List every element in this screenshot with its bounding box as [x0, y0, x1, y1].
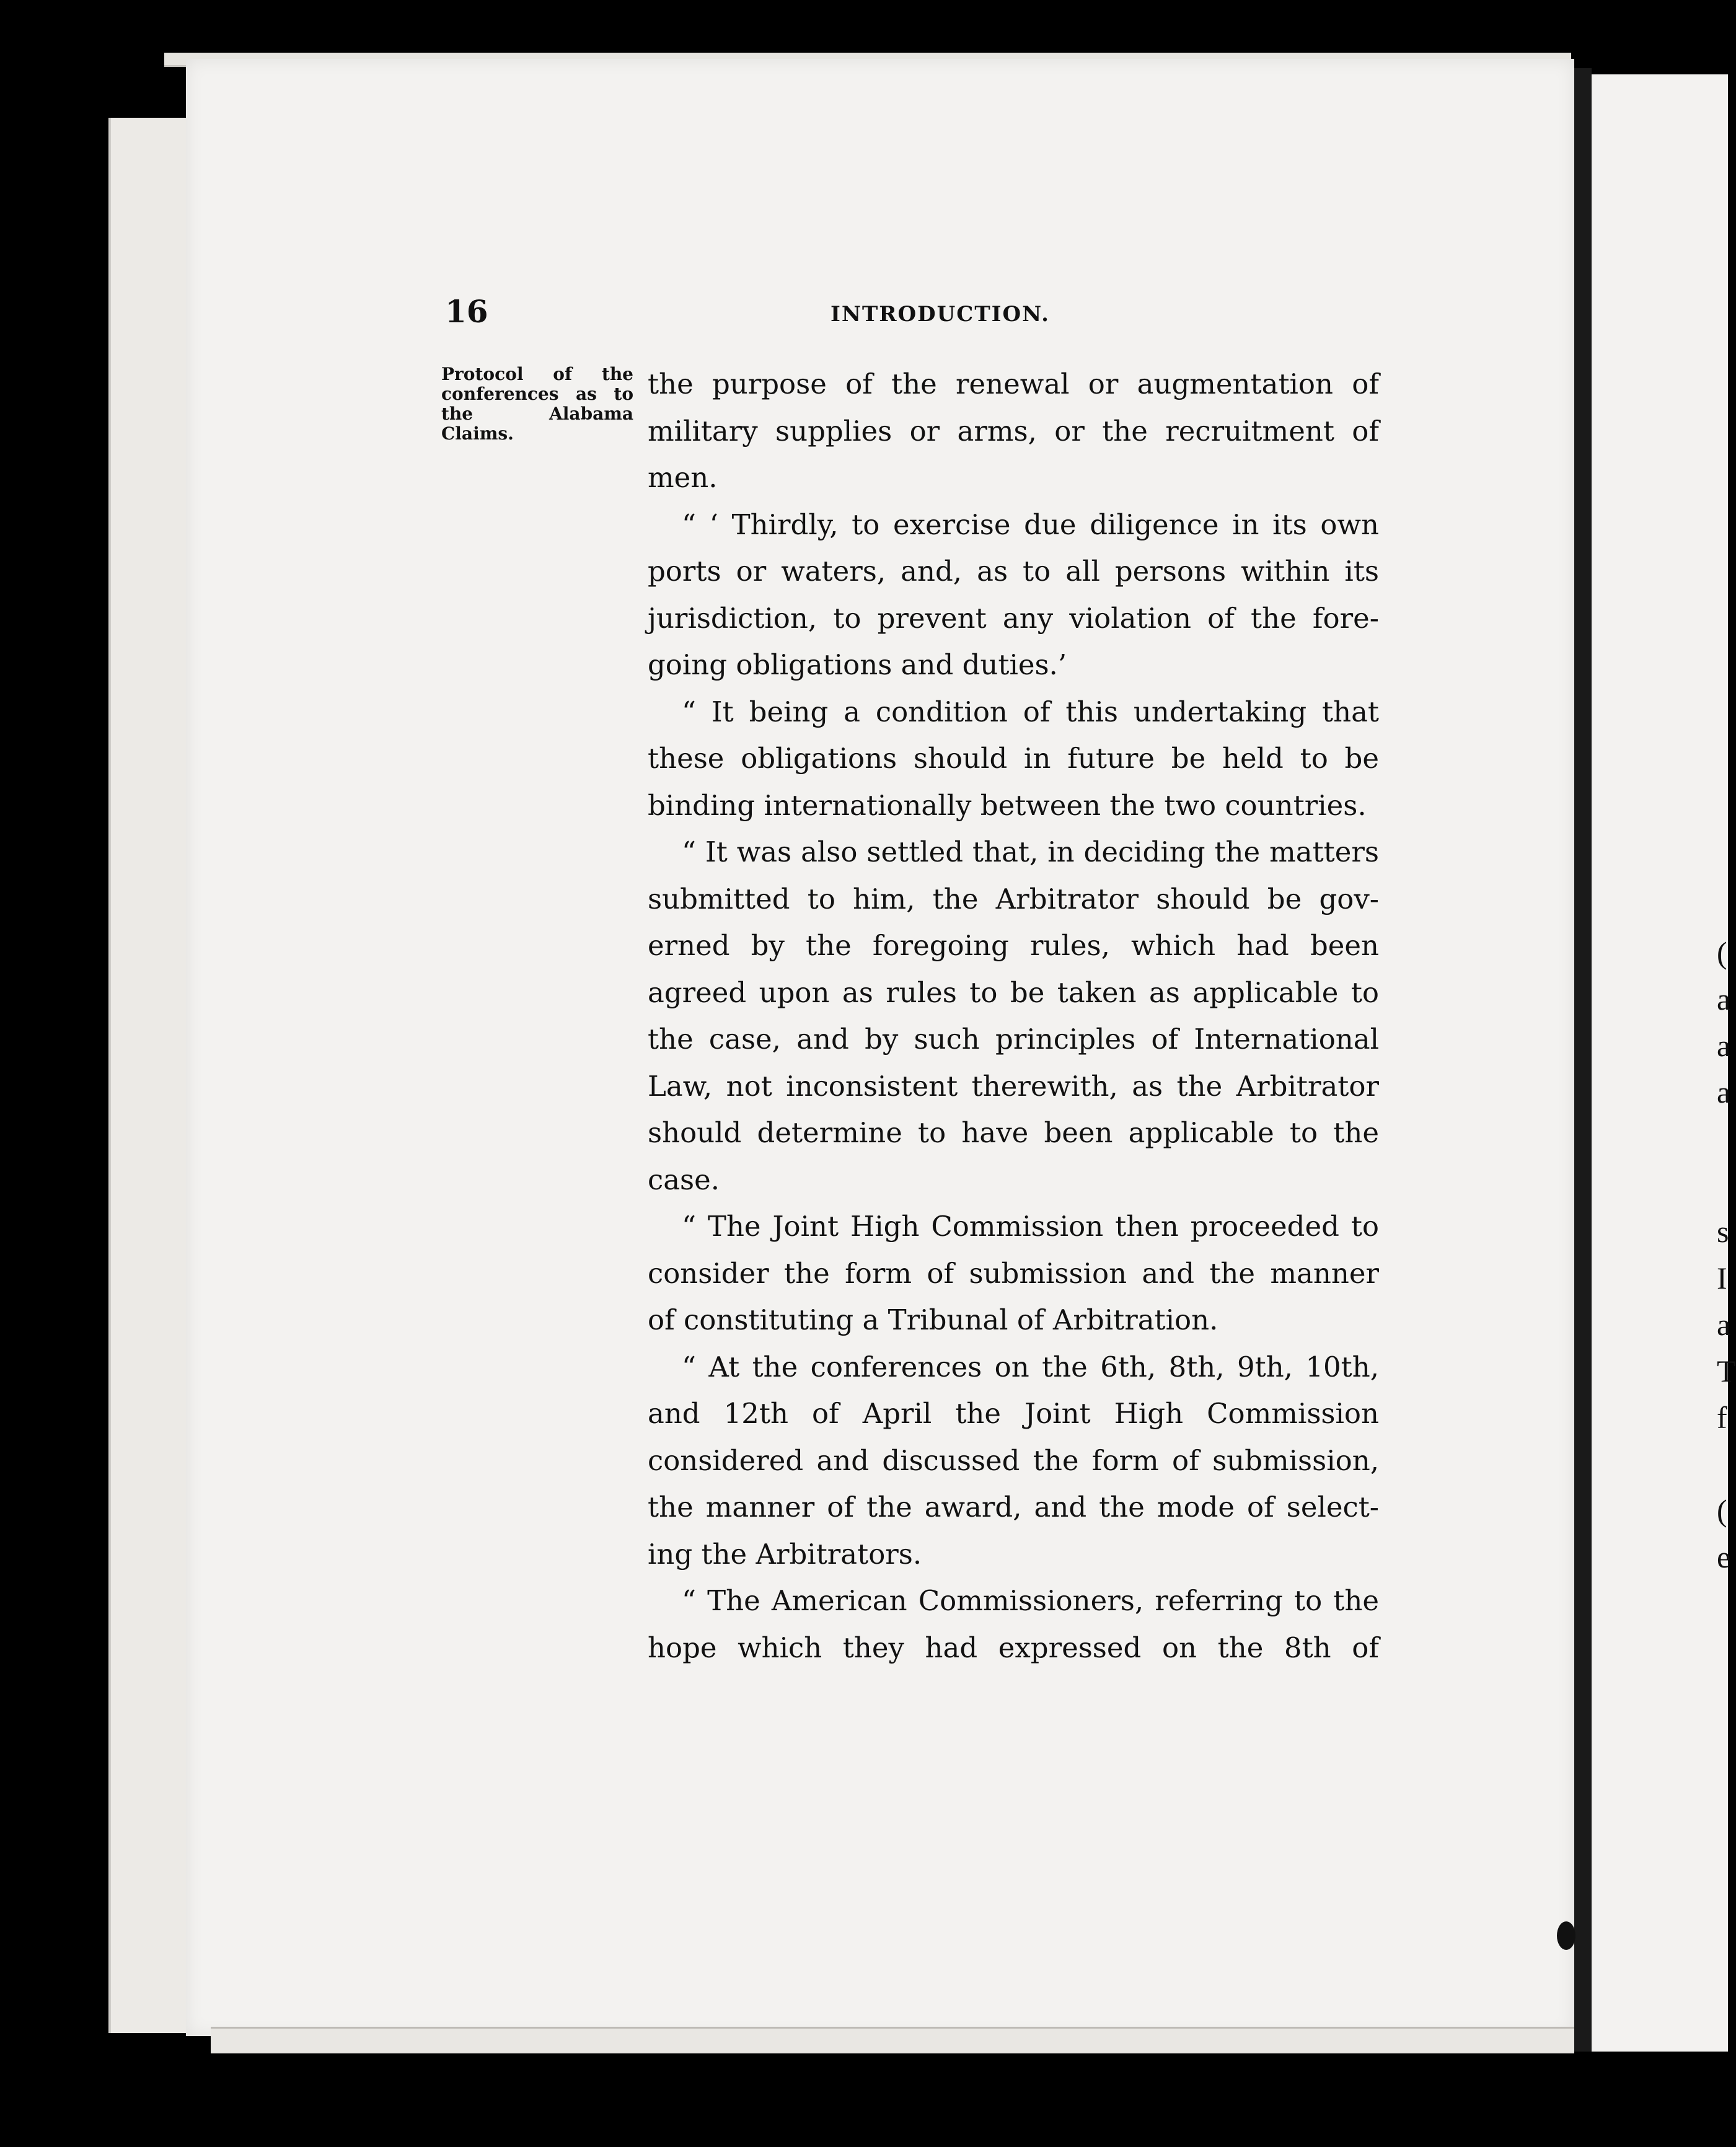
text-line: ing the Arbitrators. [648, 1537, 922, 1571]
text-line: binding internationally between the two countries. [648, 788, 1367, 822]
body-text [648, 361, 1379, 1671]
text-line: case. [648, 1163, 720, 1196]
next-page-letter: ( [1717, 1493, 1727, 1528]
next-page-letter: I [1717, 1261, 1727, 1295]
next-page-letter: a [1717, 1307, 1731, 1342]
text-line: hope which they had expressed on the 8th of [648, 1631, 1379, 1664]
text-line: these obligations should in future be held to be [648, 742, 1379, 775]
next-page-letter: a [1717, 1028, 1731, 1063]
text-line: jurisdiction, to prevent any violation of the fore- [648, 601, 1379, 635]
next-page-fragment [1717, 930, 1736, 1580]
next-page-letter: s [1717, 1214, 1729, 1249]
ink-blot [1557, 1921, 1575, 1950]
book-spine [1574, 68, 1592, 2052]
text-line: men. [648, 461, 718, 494]
next-page-letter: f [1717, 1400, 1727, 1435]
text-line: and 12th of April the Joint High Commission [648, 1397, 1379, 1430]
next-page-edge [1592, 74, 1736, 2052]
next-page-letter: a [1717, 982, 1731, 1016]
text-line: “ The Joint High Commission then proceeded to [682, 1210, 1379, 1243]
next-page-letter [1717, 1162, 1728, 1209]
text-line: “ It was also settled that, in deciding the matters [682, 835, 1379, 868]
page-number: 16 [445, 293, 488, 330]
text-line: erned by the foregoing rules, which had been [648, 929, 1379, 962]
text-line: going obligations and duties.’ [648, 648, 1067, 681]
text-line: “ It being a condition of this undertaking that [682, 695, 1379, 728]
next-page-letter [1717, 1116, 1728, 1162]
text-line: “ ‘ Thirdly, to exercise due diligence in its own [682, 508, 1379, 541]
text-line: consider the form of submission and the manner [648, 1256, 1379, 1290]
next-page-letter: a [1717, 1075, 1731, 1109]
text-line: Law, not inconsistent therewith, as the Arbitrator [648, 1069, 1379, 1103]
text-line: ports or waters, and, as to all persons within its [648, 555, 1379, 588]
text-line: “ The American Commissioners, referring to the [682, 1584, 1379, 1617]
text-line: considered and discussed the form of submission, [648, 1444, 1379, 1477]
text-line: the manner of the award, and the mode of select- [648, 1491, 1379, 1523]
next-page-letter: ( [1717, 935, 1727, 970]
running-title: INTRODUCTION. [831, 302, 1050, 327]
next-page-letter: T [1717, 1354, 1736, 1388]
page-bottom-edge [211, 2027, 1574, 2053]
text-line: the case, and by such principles of International [648, 1023, 1379, 1056]
next-page-letter [1717, 1441, 1728, 1488]
text-line: military supplies or arms, or the recruitment of [648, 414, 1379, 447]
text-line: agreed upon as rules to be taken as applicable to [648, 976, 1379, 1009]
text-line: the purpose of the renewal or augmentation of [648, 368, 1379, 400]
text-line: should determine to have been applicable to the [648, 1116, 1379, 1149]
text-line: submitted to him, the Arbitrator should be gov- [648, 882, 1379, 915]
next-page-letter: e [1717, 1540, 1731, 1574]
page-left-edge [108, 118, 192, 2033]
text-line: “ At the conferences on the 6th, 8th, 9th, 10th, [682, 1350, 1379, 1383]
marginal-note: Protocol of the conferences as to the Alabama Claims. [441, 364, 633, 444]
text-line: of constituting a Tribunal of Arbitration. [648, 1303, 1218, 1336]
